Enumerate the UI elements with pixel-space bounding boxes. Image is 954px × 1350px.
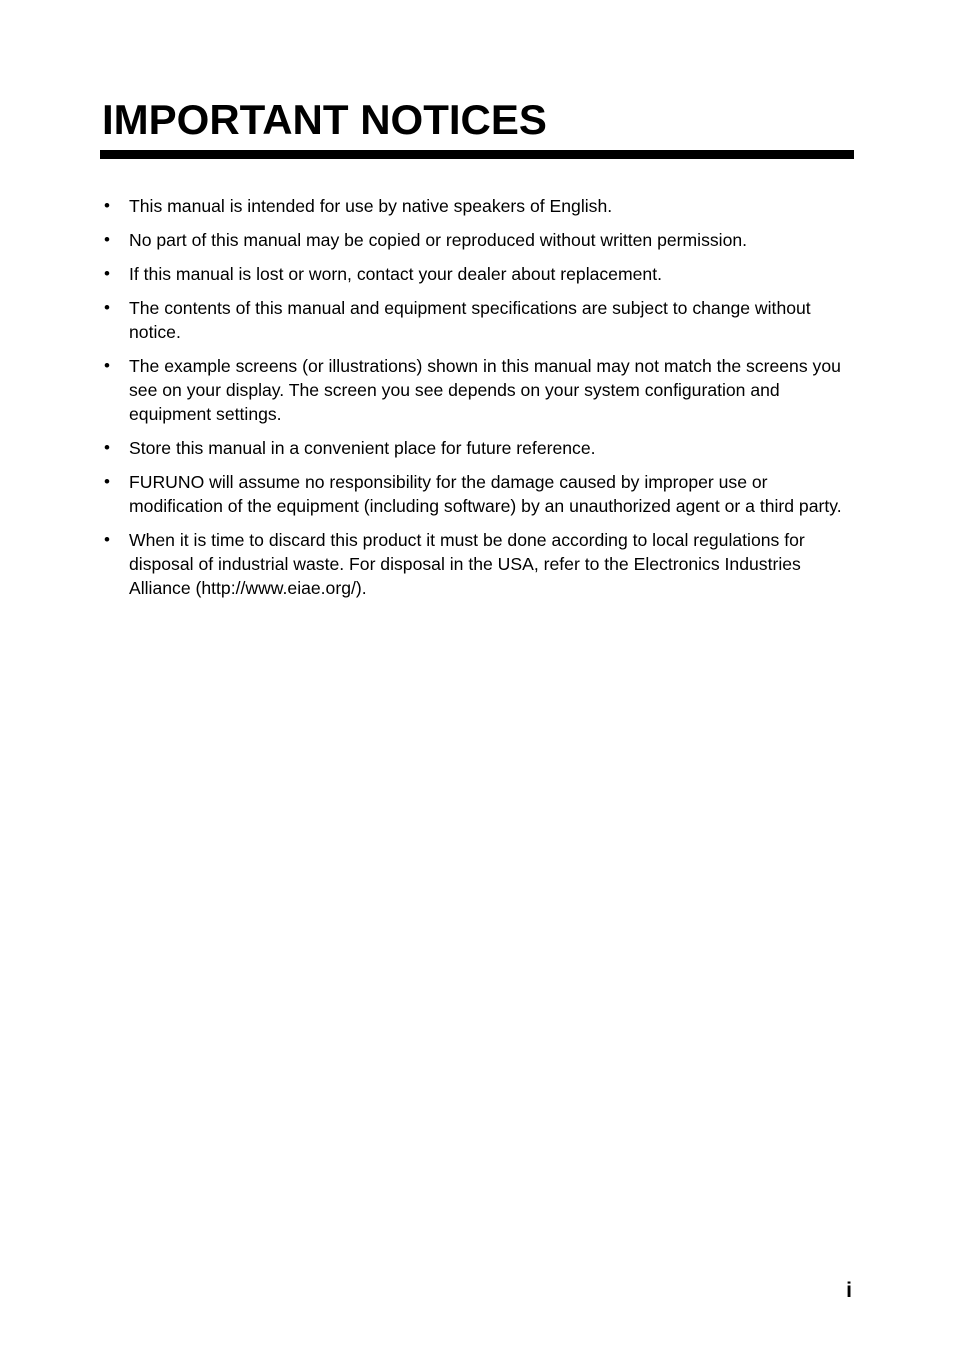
notice-text: The example screens (or illustrations) shown in this manual may not match the screens you see on your display. The screen you see depends on your system configuration and equipment settings. [129,356,841,424]
notice-text: No part of this manual may be copied or reproduced without written permission. [129,230,748,250]
page-title: IMPORTANT NOTICES [102,96,547,143]
bullet-icon: • [104,356,110,375]
bullet-icon: • [104,298,110,317]
notice-item [100,194,855,218]
notice-list [100,194,855,610]
notice-text: Store this manual in a convenient place for future reference. [129,438,596,458]
notice-item [100,470,855,518]
notice-text: When it is time to discard this product it must be done according to local regulations for disposal of industrial waste. For disposal in the USA, refer to the Electronics Industries Alliance (http://www.eiae.org/). [129,530,805,598]
page-number: i [846,1279,852,1302]
notice-item [100,262,855,286]
bullet-icon: • [104,472,110,491]
bullet-icon: • [104,264,110,283]
notice-text: If this manual is lost or worn, contact your dealer about replacement. [129,264,662,284]
notice-item [100,354,855,426]
notice-text: This manual is intended for use by native speakers of English. [129,196,613,216]
notice-text: FURUNO will assume no responsibility for the damage caused by improper use or modification of the equipment (including software) by an unauthorized agent or a third party. [129,472,842,516]
bullet-icon: • [104,438,110,457]
title-underline-rule [100,150,854,159]
bullet-icon: • [104,530,110,549]
bullet-icon: • [104,196,110,215]
bullet-icon: • [104,230,110,249]
notice-item [100,228,855,252]
notice-item [100,436,855,460]
notice-item [100,528,855,600]
notice-text: The contents of this manual and equipment specifications are subject to change without notice. [129,298,811,342]
notice-item [100,296,855,344]
